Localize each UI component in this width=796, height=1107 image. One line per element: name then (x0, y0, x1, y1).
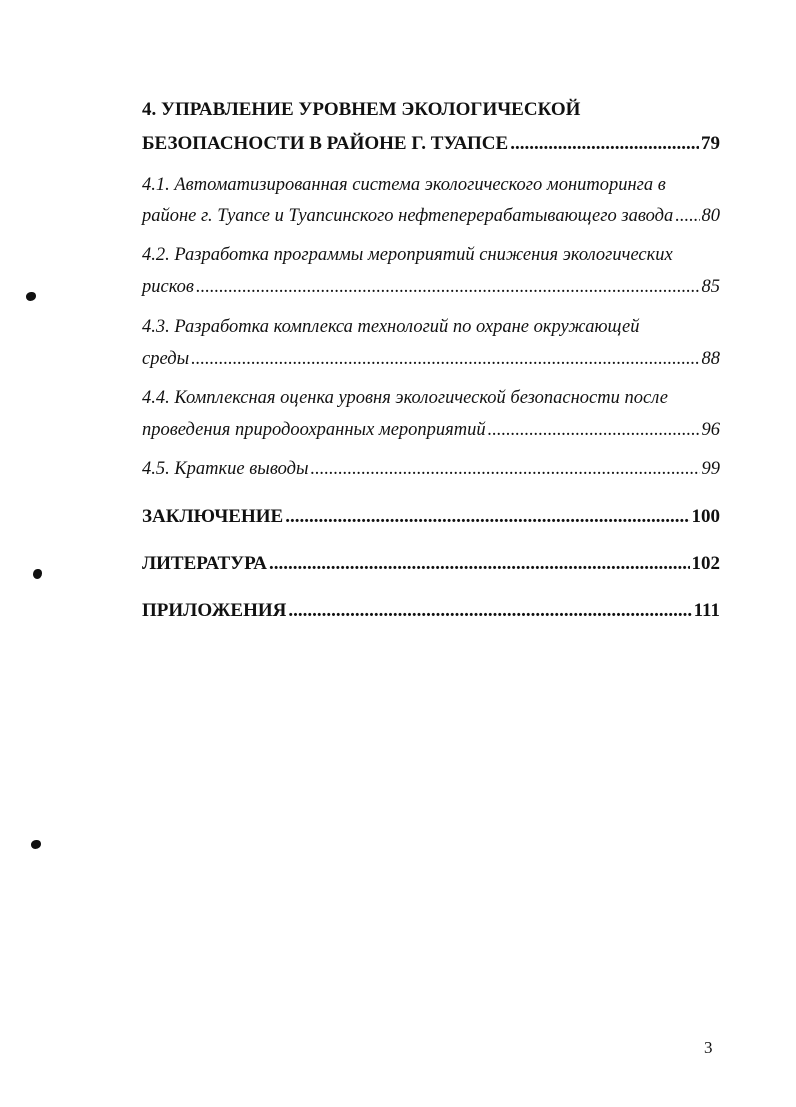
toc-section-4-1-page: 80 (701, 206, 720, 226)
toc-chapter-4-title-part-1: 4. УПРАВЛЕНИЕ УРОВНЕМ ЭКОЛОГИЧЕСКОЙ (142, 99, 581, 120)
toc-section-4-2-page: 85 (701, 277, 720, 297)
toc-section-4-4-title-part-1: 4.4. Комплексная оценка уровня экологической безопасности после (142, 388, 668, 408)
toc-section-4-2-title-part-2: рисков (142, 277, 194, 297)
toc-appendices-page: 111 (693, 600, 720, 621)
toc-conclusion (142, 506, 720, 528)
toc-section-4-4-line-2 (142, 419, 720, 441)
toc-section-4-5-title: 4.5. Краткие выводы (142, 459, 309, 479)
leader-dots (675, 205, 699, 227)
toc-section-4-1-title-part-2: районе г. Туапсе и Туапсинского нефтеперерабатывающего завода (142, 206, 674, 226)
toc-section-4-2-line-1 (142, 244, 720, 266)
toc-section-4-5 (142, 458, 720, 480)
toc-conclusion-title: ЗАКЛЮЧЕНИЕ (142, 506, 284, 527)
leader-dots (510, 133, 699, 155)
toc-section-4-3-line-2 (142, 348, 720, 370)
page-number: 3 (704, 1038, 713, 1057)
toc-section-4-4-title-part-2: проведения природоохранных мероприятий (142, 420, 486, 440)
toc-chapter-4-line-2 (142, 133, 720, 155)
toc-chapter-4-page: 79 (701, 133, 720, 154)
leader-dots (269, 553, 689, 575)
toc-section-4-3-line-1 (142, 316, 720, 338)
toc-section-4-4-page: 96 (701, 420, 720, 440)
toc-literature-title: ЛИТЕРАТУРА (142, 553, 268, 574)
toc-appendices-title: ПРИЛОЖЕНИЯ (142, 600, 287, 621)
toc-appendices (142, 600, 720, 622)
toc-section-4-4-line-1 (142, 387, 720, 409)
leader-dots (311, 458, 700, 480)
leader-dots (285, 506, 689, 528)
scan-speck (33, 569, 42, 579)
toc-section-4-1-line-1 (142, 174, 720, 196)
toc-section-4-2-title-part-1: 4.2. Разработка программы мероприятий снижения экологических (142, 245, 673, 265)
toc-section-4-1-title-part-1: 4.1. Автоматизированная система экологического мониторинга в (142, 175, 666, 195)
toc-section-4-3-title-part-1: 4.3. Разработка комплекса технологий по охране окружающей (142, 317, 640, 337)
leader-dots (191, 348, 699, 370)
toc-section-4-2-line-2 (142, 276, 720, 298)
scan-speck (26, 292, 36, 301)
toc-section-4-3-title-part-2: среды (142, 349, 190, 369)
toc-section-4-5-page: 99 (701, 459, 720, 479)
leader-dots (288, 600, 691, 622)
leader-dots (196, 276, 700, 298)
toc-literature-page: 102 (691, 553, 720, 574)
toc-section-4-3-page: 88 (701, 349, 720, 369)
toc-literature (142, 553, 720, 575)
scan-speck (31, 840, 41, 849)
leader-dots (488, 419, 700, 441)
toc-section-4-1-line-2 (142, 205, 720, 227)
toc-chapter-4-title-part-2: БЕЗОПАСНОСТИ В РАЙОНЕ Г. ТУАПСЕ (142, 133, 509, 154)
toc-chapter-4-line-1 (142, 99, 720, 121)
toc-conclusion-page: 100 (691, 506, 720, 527)
